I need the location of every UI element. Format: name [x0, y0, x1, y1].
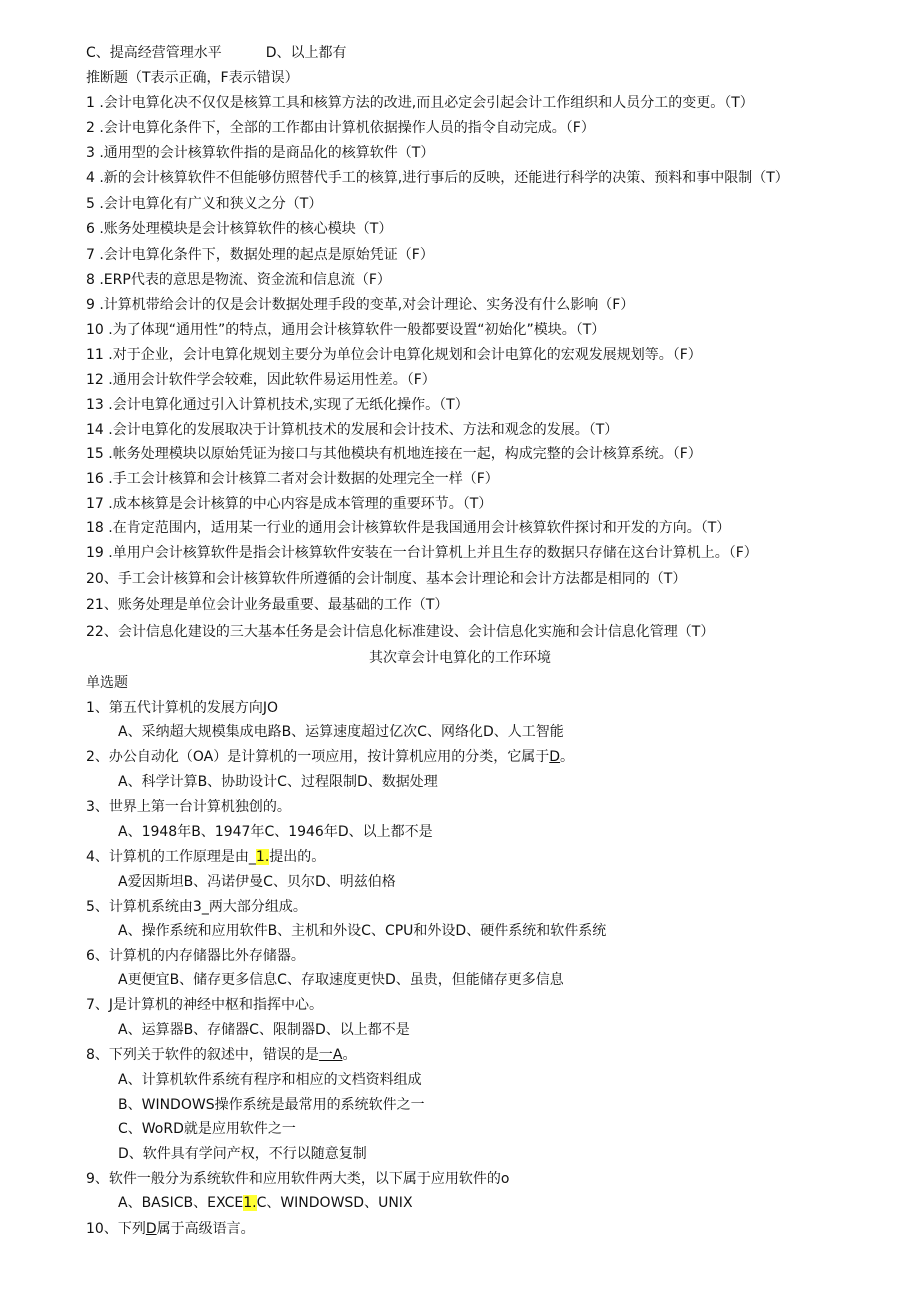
- judge-item: 13 .会计电算化通过引入计算机技术,实现了无纸化操作。（T）: [86, 397, 469, 413]
- question-3: 3、世界上第一台计算机独创的。: [86, 799, 291, 815]
- judge-item: 12 .通用会计软件学会较难，因此软件易运用性差。（F）: [86, 372, 436, 388]
- question-9-options: A、BASICB、EXCE1.C、WINDOWSD、UNIX: [118, 1195, 413, 1211]
- option-c: C、提高经营管理水平: [86, 45, 222, 61]
- question-6-options: A更便宜B、储存更多信息C、存取速度更快D、虽贵，但能储存更多信息: [118, 972, 564, 988]
- question-8-option-b: B、WINDOWS操作系统是最常用的系统软件之一: [118, 1097, 425, 1113]
- judge-item: 6 .账务处理模块是会计核算软件的核心模块（T）: [86, 221, 393, 237]
- single-choice-heading: 单选题: [86, 675, 128, 691]
- option-d: D、以上都有: [265, 45, 347, 61]
- question-2: 2、办公自动化（OA）是计算机的一项应用，按计算机应用的分类，它属于D。: [86, 749, 575, 765]
- answer-mark: 一A: [318, 1047, 343, 1063]
- answer-mark: D: [145, 1221, 157, 1237]
- judge-item: 18 .在肯定范围内，适用某一行业的通用会计核算软件是我国通用会计核算软件探讨和开发的方向。（T）: [86, 520, 731, 536]
- judge-item: 22、会计信息化建设的三大基本任务是会计信息化标准建设、会计信息化实施和会计信息化管理（T）: [86, 624, 715, 640]
- question-8-option-c: C、WoRD就是应用软件之一: [118, 1121, 296, 1137]
- question-10: 10、下列D属于高级语言。: [86, 1221, 255, 1237]
- question-9: 9、软件一般分为系统软件和应用软件两大类，以下属于应用软件的o: [86, 1171, 510, 1187]
- highlighted-answer: 1.: [255, 849, 270, 865]
- highlighted-answer: 1.: [243, 1195, 257, 1211]
- judge-item: 20、手工会计核算和会计核算软件所遵循的会计制度、基本会计理论和会计方法都是相同的（T）: [86, 571, 687, 587]
- judge-item: 14 .会计电算化的发展取决于计算机技术的发展和会计技术、方法和观念的发展。（T）: [86, 422, 619, 438]
- question-8-option-a: A、计算机软件系统有程序和相应的文档资料组成: [118, 1072, 422, 1088]
- question-8-option-d: D、软件具有学问产权，不行以随意复制: [118, 1146, 367, 1162]
- question-8: 8、下列关于软件的叙述中，错误的是一A。: [86, 1047, 357, 1063]
- judge-item: 17 .成本核算是会计核算的中心内容是成本管理的重要环节。（T）: [86, 496, 493, 512]
- question-6: 6、计算机的内存储器比外存储器。: [86, 948, 305, 964]
- judge-heading: 推断题（T表示正确，F表示错误）: [86, 70, 299, 86]
- question-7-options: A、运算器B、存储器C、限制器D、以上都不是: [118, 1022, 410, 1038]
- question-1-options: A、采纳超大规模集成电路B、运算速度超过亿次C、网络化D、人工智能: [118, 724, 564, 740]
- judge-item: 3 .通用型的会计核算软件指的是商品化的核算软件（T）: [86, 145, 435, 161]
- judge-item: 5 .会计电算化有广义和狭义之分（T）: [86, 196, 323, 212]
- judge-item: 19 .单用户会计核算软件是指会计核算软件安装在一台计算机上并且生存的数据只存储在这台计算机上。（F）: [86, 545, 758, 561]
- option-line-cd: [86, 43, 347, 63]
- chapter-title: 其次章会计电算化的工作环境: [369, 650, 551, 666]
- judge-item: 9 .计算机带给会计的仅是会计数据处理手段的变革,对会计理论、实务没有什么影响（F）: [86, 297, 635, 313]
- judge-item: 16 .手工会计核算和会计核算二者对会计数据的处理完全一样（F）: [86, 471, 499, 487]
- question-5-options: A、操作系统和应用软件B、主机和外设C、CPU和外设D、硬件系统和软件系统: [118, 923, 607, 939]
- judge-item: 11 .对于企业，会计电算化规划主要分为单位会计电算化规划和会计电算化的宏观发展规划等。（F）: [86, 347, 702, 363]
- judge-item: 1 .会计电算化决不仅仅是核算工具和核算方法的改进,而且必定会引起会计工作组织和人员分工的变更。（T）: [86, 95, 754, 111]
- judge-item: 7 .会计电算化条件下，数据处理的起点是原始凭证（F）: [86, 247, 434, 263]
- question-4-options: A爱因斯坦B、冯诺伊曼C、贝尔D、明兹伯格: [118, 874, 396, 890]
- answer-mark: D: [549, 749, 561, 765]
- question-7: 7、J是计算机的神经中枢和指挥中心。: [86, 997, 324, 1013]
- question-3-options: A、1948年B、1947年C、1946年D、以上都不是: [118, 824, 433, 840]
- judge-item: 15 .帐务处理模块以原始凭证为接口与其他模块有机地连接在一起，构成完整的会计核算系统。（F）: [86, 446, 702, 462]
- question-5: 5、计算机系统由3_两大部分组成。: [86, 899, 307, 915]
- judge-item: 8 .ERP代表的意思是物流、资金流和信息流（F）: [86, 272, 391, 288]
- judge-item: 10 .为了体现“通用性”的特点，通用会计核算软件一般都要设置“初始化”模块。（T）: [86, 322, 606, 338]
- question-1: 1、第五代计算机的发展方向JO: [86, 700, 279, 716]
- judge-item: 2 .会计电算化条件下，全部的工作都由计算机依据操作人员的指令自动完成。（F）: [86, 120, 595, 136]
- question-2-options: A、科学计算B、协助设计C、过程限制D、数据处理: [118, 774, 438, 790]
- judge-item: 21、账务处理是单位会计业务最重要、最基础的工作（T）: [86, 597, 449, 613]
- judge-item: 4 .新的会计核算软件不但能够仿照替代手工的核算,进行事后的反映，还能进行科学的决策、预料和事中限制（T）: [86, 170, 789, 186]
- question-4: 4、计算机的工作原理是由_1.提出的。: [86, 849, 326, 865]
